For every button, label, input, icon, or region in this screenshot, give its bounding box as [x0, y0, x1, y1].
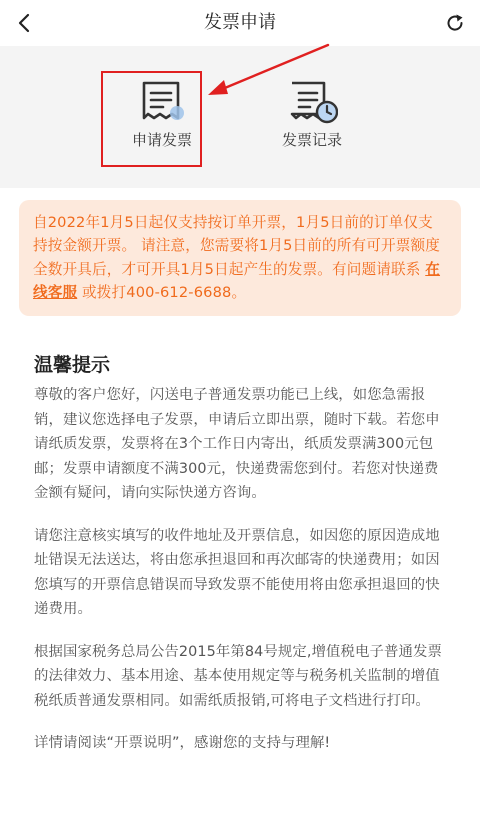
page-title: 发票申请	[204, 12, 276, 33]
tips-content	[34, 383, 448, 774]
tips-paragraph: 请您注意核实填写的收件地址及开票信息，如因您的原因造成地址错误无法送达，将由您承担退回和再次邮寄的快递费用；如因您填写的开票信息错误而导致发票不能使用将由您承担退回的快递费用。	[34, 527, 440, 617]
refresh-button[interactable]	[438, 6, 472, 40]
invoice-records-button[interactable]	[232, 46, 392, 188]
top-navigation-bar	[0, 0, 480, 46]
invoice-records-label: 发票记录	[281, 131, 342, 149]
receipt-clock-icon	[286, 80, 338, 124]
tips-heading: 温馨提示	[34, 354, 111, 376]
receipt-icon	[136, 80, 188, 124]
invoice-action-panel	[0, 46, 480, 188]
ordering-notice	[19, 200, 461, 316]
notice-phone-text: 或拨打400-612-6688。	[82, 283, 247, 301]
tips-paragraph: 详情请阅读“开票说明”，感谢您的支持与理解!	[34, 735, 331, 751]
tips-paragraph: 尊敬的客户您好，闪送电子普通发票功能已上线，如您急需报销，建议您选择电子发票，申请后立即出票，随时下载。若您申请纸质发票，发票将在3个工作日内寄出，纸质发票满300元包邮；发票申请额度不满300元，快递费需您到付。若您对快递费金额有疑问，请向实际快递方咨询。	[34, 387, 440, 501]
notice-text: 自2022年1月5日起仅支持按订单开票，1月5日前的订单仅支持按金额开票。 请注意，您需要将1月5日前的所有可开票额度全数开具后，才可开具1月5日起产生的发票。有问题请联系	[33, 214, 440, 278]
refresh-icon	[445, 13, 465, 33]
apply-invoice-label: 申请发票	[131, 131, 192, 149]
tips-paragraph: 根据国家税务总局公告2015年第84号规定,增值税电子普通发票的法律效力、基本用途、基本使用规定等与税务机关监制的增值税纸质普通发票相同。如需纸质报销,可将电子文档进行打印。	[34, 643, 442, 709]
online-service-link[interactable]: 在线客服	[33, 260, 441, 301]
apply-invoice-button[interactable]	[82, 46, 242, 188]
